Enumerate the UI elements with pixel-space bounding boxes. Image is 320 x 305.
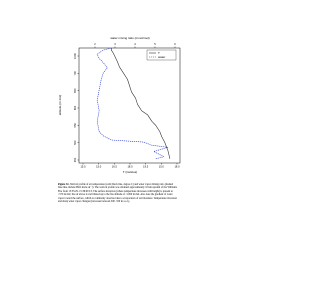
top-tick-label: 2 xyxy=(94,43,96,46)
y-tick-label: 700 xyxy=(74,71,77,76)
plot-frame xyxy=(79,48,180,163)
x-tick-label: 19.5 xyxy=(143,165,149,169)
y-tick-label: 650 xyxy=(74,88,77,93)
caption-text: Vertical profile of air temperature (solid black line, degree C) and water vapor mixing ratio (dashed blue line, mmole H2O mole air⁻¹). The vertical profile was obtained approximately 10 km upwind of the Williams Fire from 15:35:29 -15:36:00 LT. The surface inversion (where temperature increases with height) is present at ~570 m msl; the air above is well mixed up to the fire altitude of ~1000 m msl. Also note the gradient of water vapor toward the surface, which is commonly observed due to evaporation of soil moisture. Temperature inversion and sharp water vapor changes (increases between 500 -550 m a.s.l.). xyxy=(58,183,177,204)
legend-label-water: water xyxy=(158,55,166,59)
y-tick-label: 600 xyxy=(74,105,77,111)
y-axis-label: altitude (m msl) xyxy=(58,94,62,116)
y-tick-label: 1000 xyxy=(74,53,77,59)
top-tick-label: 6 xyxy=(174,43,176,46)
series-line-water xyxy=(97,48,168,159)
x-tick-label: 15.5 xyxy=(80,165,86,169)
y-tick-label: 500 xyxy=(74,140,77,145)
x-tick-label: 18.0 xyxy=(174,165,180,169)
y-tick-label: 550 xyxy=(74,123,77,128)
series-line-t xyxy=(111,48,170,159)
legend-label-t: T xyxy=(158,51,160,55)
top-tick-label: 5 xyxy=(154,43,156,46)
x-tick-label: 15.0 xyxy=(158,165,164,169)
y-tick-label: 450 xyxy=(74,157,77,163)
top-tick-label: 3 xyxy=(114,43,116,46)
top-tick-label: 4 xyxy=(134,43,136,46)
x-tick-label: 18.0 xyxy=(127,165,133,169)
figure-caption xyxy=(58,183,178,203)
series-layer xyxy=(97,48,170,159)
top-axis-label: water mixing ratio (mmol/mol) xyxy=(110,36,150,40)
x-axis-label: T (Celsius) xyxy=(122,170,138,174)
x-tick-label: 16.5 xyxy=(111,165,117,169)
legend xyxy=(147,50,176,60)
caption-label: Figure S1. xyxy=(58,183,70,186)
x-tick-label: 15.0 xyxy=(96,165,102,169)
axis-ticks xyxy=(73,42,180,169)
